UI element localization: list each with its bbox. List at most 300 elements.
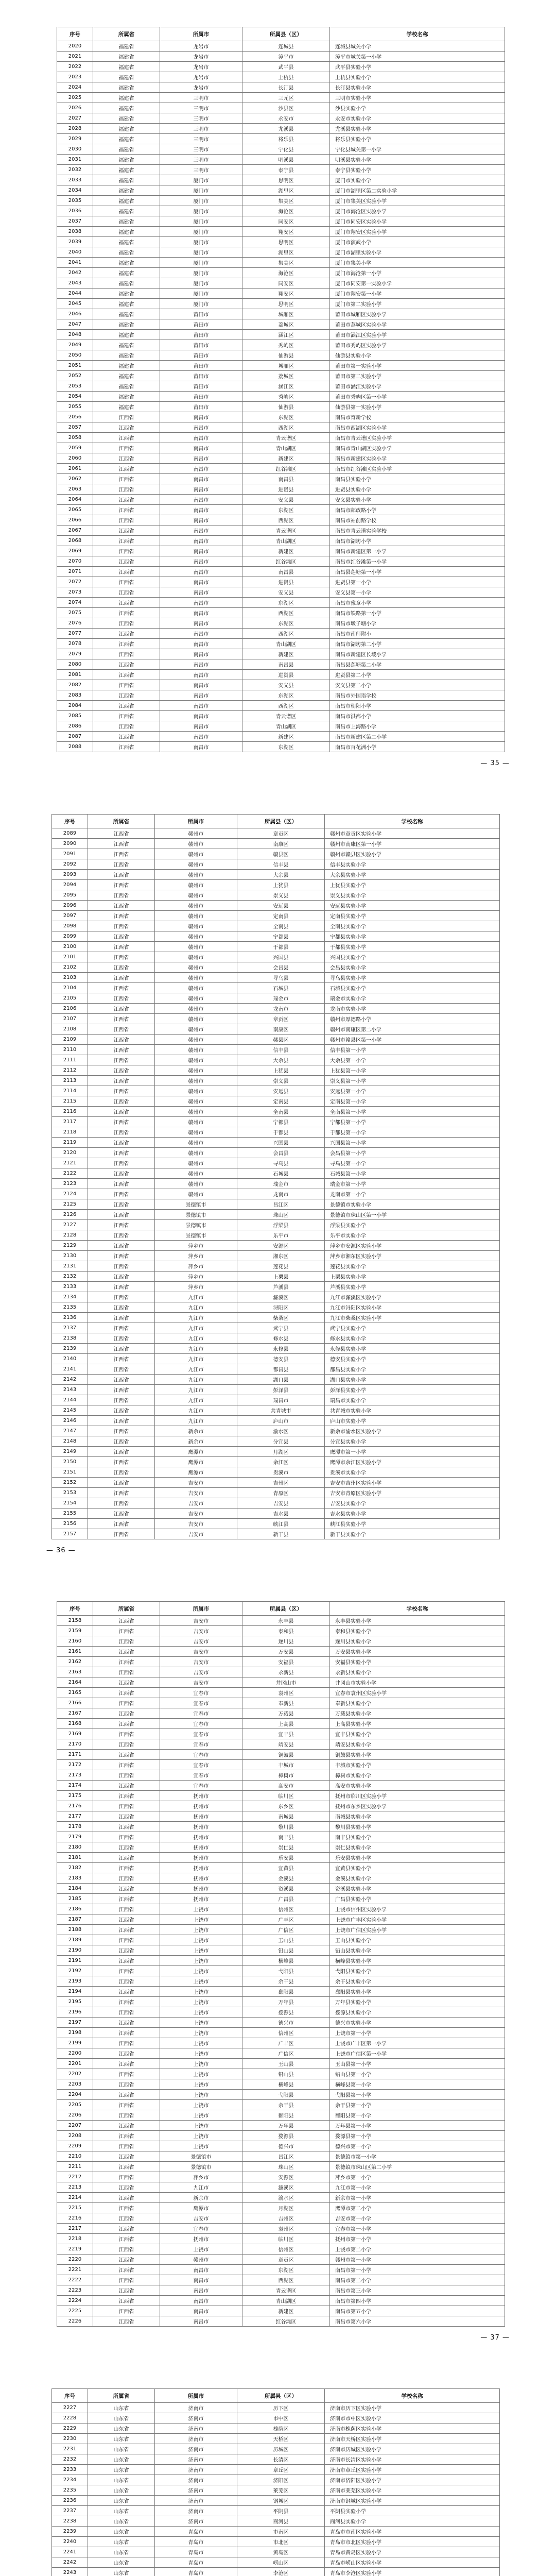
- school-name-cell: 靖安县实验小学: [330, 1739, 505, 1750]
- table-row: [57, 618, 505, 629]
- table-row: [52, 1065, 500, 1076]
- city-cell: 南昌市: [160, 567, 242, 577]
- seq-cell: 2093: [52, 870, 88, 880]
- table-row: [57, 268, 505, 278]
- school-name-cell: 崇义县第一小学: [325, 1076, 500, 1086]
- school-name-cell: 南昌市青云谱区实验小学: [330, 433, 505, 443]
- table-row: [52, 1220, 500, 1230]
- table-row: [52, 1416, 500, 1426]
- school-name-cell: 铜鼓县实验小学: [330, 1750, 505, 1760]
- county-cell: 城厢区: [242, 309, 330, 319]
- city-cell: 吉安市: [160, 1636, 242, 1647]
- seq-cell: 2073: [57, 587, 93, 598]
- table-row: [57, 1616, 505, 1626]
- county-cell: 商河县: [237, 2516, 325, 2527]
- county-cell: 铅山县: [242, 1945, 330, 1956]
- county-cell: 长汀县: [242, 82, 330, 93]
- city-cell: 上饶市: [160, 2141, 242, 2151]
- school-name-cell: 南昌市站前路学校: [330, 515, 505, 526]
- school-name-cell: 连城县城关小学: [330, 41, 505, 52]
- province-cell: 江西省: [93, 2172, 160, 2182]
- table-row: [52, 1344, 500, 1354]
- seq-cell: 2129: [52, 1241, 88, 1251]
- seq-cell: 2118: [52, 1127, 88, 1138]
- seq-cell: 2134: [52, 1292, 88, 1302]
- seq-cell: 2138: [52, 1333, 88, 1344]
- county-cell: 莱芜区: [237, 2485, 325, 2496]
- seq-cell: 2191: [57, 1956, 93, 1966]
- school-name-cell: 石城县实验小学: [325, 983, 500, 993]
- province-cell: 福建省: [93, 82, 160, 93]
- province-cell: 福建省: [93, 237, 160, 247]
- county-cell: 钢城区: [237, 2496, 325, 2506]
- seq-cell: 2225: [57, 2306, 93, 2316]
- school-name-cell: 三明市实验小学: [330, 93, 505, 103]
- school-list-table: [51, 814, 500, 1539]
- seq-cell: 2216: [57, 2213, 93, 2224]
- table-row: [52, 849, 500, 859]
- table-row: [57, 1791, 505, 1801]
- school-name-cell: 南昌市墩子塘小学: [330, 618, 505, 629]
- county-cell: 会昌县: [237, 962, 325, 973]
- city-cell: 青岛市: [155, 2537, 237, 2547]
- county-cell: 峡江县: [237, 1519, 325, 1529]
- school-name-cell: 瑞金市实验小学: [325, 993, 500, 1004]
- county-cell: 宁化县: [242, 144, 330, 155]
- school-name-cell: 永丰县实验小学: [330, 1616, 505, 1626]
- school-name-cell: 会昌县实验小学: [325, 962, 500, 973]
- province-cell: 江西省: [88, 1488, 155, 1498]
- province-cell: 江西省: [93, 422, 160, 433]
- table-row: [52, 1364, 500, 1375]
- table-row: [52, 828, 500, 839]
- province-cell: 江西省: [88, 1065, 155, 1076]
- table-row: [52, 1498, 500, 1509]
- city-cell: 上饶市: [160, 2244, 242, 2255]
- table-row: [57, 52, 505, 62]
- province-cell: 江西省: [93, 618, 160, 629]
- seq-cell: 2096: [52, 901, 88, 911]
- province-cell: 江西省: [93, 1832, 160, 1842]
- table-row: [52, 901, 500, 911]
- county-cell: 渝水区: [242, 2193, 330, 2203]
- school-name-cell: 鄱阳县第一小学: [330, 2110, 505, 2121]
- school-name-cell: 青岛市市北区实验小学: [325, 2537, 500, 2547]
- table-row: [57, 1832, 505, 1842]
- table-row: [57, 701, 505, 711]
- province-cell: 福建省: [93, 52, 160, 62]
- city-cell: 赣州市: [155, 880, 237, 890]
- city-cell: 上饶市: [160, 1925, 242, 1935]
- school-name-cell: 寻乌县实验小学: [325, 973, 500, 983]
- table-row: [57, 1770, 505, 1781]
- city-cell: 厦门市: [160, 289, 242, 299]
- city-cell: 赣州市: [155, 1168, 237, 1179]
- county-cell: 青云谱区: [242, 433, 330, 443]
- table-row: [57, 2079, 505, 2090]
- seq-cell: 2219: [57, 2244, 93, 2255]
- school-list-table-wrapper: [51, 2388, 499, 2576]
- school-name-cell: 莆田市城厢区实验小学: [330, 309, 505, 319]
- county-cell: 东乡区: [242, 1801, 330, 1811]
- school-name-cell: 南昌市西湖区实验小学: [330, 422, 505, 433]
- city-cell: 新余市: [155, 1436, 237, 1447]
- school-name-cell: 吉安市第一小学: [330, 2213, 505, 2224]
- seq-cell: 2158: [57, 1616, 93, 1626]
- table-row: [52, 1251, 500, 1261]
- county-cell: 宁都县: [237, 931, 325, 942]
- seq-header: 序号: [57, 27, 93, 41]
- province-cell: 江西省: [93, 2141, 160, 2151]
- school-name-cell: 南昌市新建区长堎小学: [330, 649, 505, 659]
- seq-cell: 2172: [57, 1760, 93, 1770]
- seq-cell: 2171: [57, 1750, 93, 1760]
- school-name-cell: 赣州市章贡区实验小学: [325, 828, 500, 839]
- city-cell: 赣州市: [155, 870, 237, 880]
- school-name-cell: 上饶市广丰区第一小学: [330, 2038, 505, 2048]
- city-cell: 萍乡市: [155, 1241, 237, 1251]
- city-cell: 鹰潭市: [160, 2203, 242, 2213]
- city-cell: 南昌市: [160, 639, 242, 649]
- school-name-cell: 崇仁县实验小学: [330, 1842, 505, 1853]
- province-cell: 江西省: [93, 690, 160, 701]
- province-cell: 江西省: [93, 1677, 160, 1688]
- table-row: [57, 577, 505, 587]
- county-cell: 长清区: [237, 2454, 325, 2465]
- table-row: [52, 1096, 500, 1107]
- province-cell: 江西省: [93, 2306, 160, 2316]
- seq-cell: 2164: [57, 1677, 93, 1688]
- school-name-cell: 弋阳县第一小学: [330, 2090, 505, 2100]
- seq-cell: 2083: [57, 690, 93, 701]
- seq-cell: 2152: [52, 1478, 88, 1488]
- seq-cell: 2059: [57, 443, 93, 453]
- school-name-cell: 德安县实验小学: [325, 1354, 500, 1364]
- seq-cell: 2121: [52, 1158, 88, 1168]
- school-name-cell: 鹰潭市第二小学: [330, 2203, 505, 2213]
- school-name-cell: 庐山市实验小学: [325, 1416, 500, 1426]
- city-cell: 赣州市: [155, 828, 237, 839]
- county-cell: 铜鼓县: [242, 1750, 330, 1760]
- city-cell: 九江市: [160, 2182, 242, 2193]
- table-row: [52, 1199, 500, 1210]
- county-cell: 泰和县: [242, 1626, 330, 1636]
- province-cell: 山东省: [88, 2485, 155, 2496]
- city-cell: 青岛市: [155, 2527, 237, 2537]
- table-row: [57, 1719, 505, 1729]
- school-name-cell: 都昌县实验小学: [325, 1364, 500, 1375]
- seq-cell: 2048: [57, 330, 93, 340]
- seq-cell: 2163: [57, 1667, 93, 1677]
- province-cell: 江西省: [93, 1770, 160, 1781]
- county-cell: 高安市: [242, 1781, 330, 1791]
- city-header: 所属市: [155, 815, 237, 828]
- school-name-cell: 大余县第一小学: [325, 1055, 500, 1065]
- province-cell: 江西省: [93, 1647, 160, 1657]
- city-cell: 济南市: [155, 2424, 237, 2434]
- city-cell: 宜春市: [160, 1698, 242, 1708]
- county-cell: 安福县: [242, 1657, 330, 1667]
- province-cell: 福建省: [93, 299, 160, 309]
- city-cell: 上饶市: [160, 2048, 242, 2059]
- school-name-cell: 厦门市海沧第一小学: [330, 268, 505, 278]
- province-cell: 江西省: [93, 1791, 160, 1801]
- table-row: [52, 1457, 500, 1467]
- school-name-cell: 南昌市南师附小: [330, 629, 505, 639]
- school-name-cell: 瑞金市第一小学: [325, 1179, 500, 1189]
- county-cell: 龙南市: [237, 1004, 325, 1014]
- table-row: [52, 1519, 500, 1529]
- province-cell: 山东省: [88, 2537, 155, 2547]
- school-name-cell: 高安市实验小学: [330, 1781, 505, 1791]
- seq-cell: 2236: [52, 2496, 88, 2506]
- table-row: [52, 890, 500, 901]
- school-name-cell: 九江市柴桑区实验小学: [325, 1313, 500, 1323]
- city-cell: 赣州市: [155, 983, 237, 993]
- seq-cell: 2021: [57, 52, 93, 62]
- seq-cell: 2066: [57, 515, 93, 526]
- province-cell: 江西省: [88, 849, 155, 859]
- province-cell: 江西省: [93, 1698, 160, 1708]
- county-cell: 历城区: [237, 2444, 325, 2454]
- city-cell: 莆田市: [160, 330, 242, 340]
- seq-cell: 2185: [57, 1894, 93, 1904]
- county-cell: 宜黄县: [242, 1863, 330, 1873]
- province-cell: 江西省: [93, 2121, 160, 2131]
- county-cell: 新建区: [242, 453, 330, 464]
- school-name-cell: 万年县第一小学: [330, 2121, 505, 2131]
- county-header: 所属县（区）: [242, 1602, 330, 1616]
- county-cell: 铅山县: [242, 2069, 330, 2079]
- page-number: — 37 —: [480, 2334, 510, 2342]
- province-cell: 江西省: [93, 587, 160, 598]
- city-cell: 南昌市: [160, 742, 242, 752]
- school-name-cell: 济南市章丘区实验小学: [325, 2465, 500, 2475]
- table-row: [57, 2316, 505, 2327]
- seq-cell: 2155: [52, 1509, 88, 1519]
- county-cell: 遂川县: [242, 1636, 330, 1647]
- county-cell: 分宜县: [237, 1436, 325, 1447]
- city-cell: 景德镇市: [155, 1210, 237, 1220]
- county-cell: 市北区: [237, 2537, 325, 2547]
- province-header: 所属省: [93, 27, 160, 41]
- table-row: [57, 2296, 505, 2306]
- county-cell: 袁州区: [242, 2224, 330, 2234]
- province-cell: 江西省: [93, 2110, 160, 2121]
- table-row: [52, 1529, 500, 1539]
- school-name-cell: 莆田市第二实验小学: [330, 371, 505, 381]
- table-row: [57, 237, 505, 247]
- city-cell: 济南市: [155, 2413, 237, 2424]
- county-cell: 婺源县: [242, 2131, 330, 2141]
- city-cell: 南昌市: [160, 598, 242, 608]
- county-cell: 仙游县: [242, 402, 330, 412]
- province-cell: 福建省: [93, 309, 160, 319]
- seq-cell: 2076: [57, 618, 93, 629]
- city-cell: 上饶市: [160, 2100, 242, 2110]
- city-cell: 济南市: [155, 2465, 237, 2475]
- county-cell: 广昌县: [242, 1894, 330, 1904]
- table-row: [52, 1024, 500, 1035]
- table-row: [57, 216, 505, 227]
- table-row: [52, 1179, 500, 1189]
- province-cell: 江西省: [88, 1344, 155, 1354]
- province-cell: 江西省: [88, 1179, 155, 1189]
- seq-cell: 2238: [52, 2516, 88, 2527]
- city-cell: 三明市: [160, 103, 242, 113]
- county-cell: 婺源县: [242, 2007, 330, 2018]
- school-name-cell: 济南市济阳区实验小学: [325, 2475, 500, 2485]
- county-cell: 濂溪区: [242, 2182, 330, 2193]
- province-cell: 福建省: [93, 206, 160, 216]
- seq-cell: 2232: [52, 2454, 88, 2465]
- seq-cell: 2213: [57, 2182, 93, 2193]
- province-cell: 福建省: [93, 134, 160, 144]
- province-cell: 江西省: [88, 1354, 155, 1364]
- table-row: [57, 1873, 505, 1884]
- province-header: 所属省: [93, 1602, 160, 1616]
- city-cell: 南昌市: [160, 2265, 242, 2275]
- seq-cell: 2237: [52, 2506, 88, 2516]
- province-cell: 江西省: [93, 2131, 160, 2141]
- city-cell: 青岛市: [155, 2547, 237, 2557]
- table-row: [57, 2059, 505, 2069]
- city-cell: 南昌市: [160, 608, 242, 618]
- table-row: [52, 1478, 500, 1488]
- table-row: [57, 1904, 505, 1914]
- school-name-cell: 济南市长清区实验小学: [325, 2454, 500, 2465]
- seq-cell: 2074: [57, 598, 93, 608]
- city-cell: 吉安市: [155, 1519, 237, 1529]
- school-name-cell: 尤溪县实验小学: [330, 124, 505, 134]
- county-cell: 青云谱区: [242, 526, 330, 536]
- seq-cell: 2082: [57, 680, 93, 690]
- school-name-cell: 厦门市翔安第一小学: [330, 289, 505, 299]
- province-cell: 江西省: [93, 1914, 160, 1925]
- table-row: [57, 2203, 505, 2213]
- province-cell: 江西省: [93, 2244, 160, 2255]
- table-row: [57, 2255, 505, 2265]
- county-cell: 信丰县: [237, 1045, 325, 1055]
- school-name-cell: 广昌县实验小学: [330, 1894, 505, 1904]
- school-name-cell: 南昌市红谷滩第一小学: [330, 556, 505, 567]
- seq-cell: 2181: [57, 1853, 93, 1863]
- province-cell: 江西省: [93, 608, 160, 618]
- province-header: 所属省: [88, 815, 155, 828]
- city-cell: 赣州市: [155, 1045, 237, 1055]
- seq-cell: 2144: [52, 1395, 88, 1405]
- school-name-cell: 厦门市集美区实验小学: [330, 196, 505, 206]
- province-cell: 江西省: [93, 515, 160, 526]
- school-name-cell: 厦门市翔安区实验小学: [330, 227, 505, 237]
- school-name-cell: 浮梁县实验小学: [325, 1220, 500, 1230]
- city-cell: 抚州市: [160, 1842, 242, 1853]
- city-cell: 宜春市: [160, 1750, 242, 1760]
- school-name-cell: 仙游县第一实验小学: [330, 402, 505, 412]
- school-name-cell: 乐安县实验小学: [330, 1853, 505, 1863]
- province-cell: 江西省: [93, 2151, 160, 2162]
- table-row: [57, 1750, 505, 1760]
- province-cell: 江西省: [93, 2275, 160, 2285]
- county-cell: 西湖区: [242, 2275, 330, 2285]
- table-row: [57, 144, 505, 155]
- province-cell: 江西省: [93, 2100, 160, 2110]
- city-cell: 抚州市: [160, 1822, 242, 1832]
- city-cell: 赣州市: [155, 931, 237, 942]
- table-row: [57, 433, 505, 443]
- table-row: [57, 598, 505, 608]
- city-cell: 九江市: [155, 1385, 237, 1395]
- seq-cell: 2224: [57, 2296, 93, 2306]
- seq-cell: 2104: [52, 983, 88, 993]
- seq-cell: 2202: [57, 2069, 93, 2079]
- province-cell: 江西省: [88, 839, 155, 849]
- school-name-cell: 赣州市赣县区第一小学: [325, 1035, 500, 1045]
- seq-cell: 2149: [52, 1447, 88, 1457]
- table-row: [57, 392, 505, 402]
- table-row: [57, 2275, 505, 2285]
- county-cell: 井冈山市: [242, 1677, 330, 1688]
- city-cell: 吉安市: [160, 1647, 242, 1657]
- school-name-cell: 厦门市第二实验小学: [330, 299, 505, 309]
- table-row: [57, 402, 505, 412]
- table-row: [57, 567, 505, 577]
- province-cell: 江西省: [88, 870, 155, 880]
- seq-cell: 2217: [57, 2224, 93, 2234]
- school-name-cell: 青岛市市南区实验小学: [325, 2527, 500, 2537]
- province-cell: 江西省: [88, 1375, 155, 1385]
- city-cell: 宜春市: [160, 1760, 242, 1770]
- county-cell: 上犹县: [237, 880, 325, 890]
- county-cell: 兴国县: [237, 952, 325, 962]
- seq-cell: 2023: [57, 72, 93, 82]
- city-cell: 济南市: [155, 2485, 237, 2496]
- seq-cell: 2051: [57, 361, 93, 371]
- province-cell: 江西省: [88, 1395, 155, 1405]
- city-cell: 宜春市: [160, 2224, 242, 2234]
- city-cell: 萍乡市: [155, 1282, 237, 1292]
- province-cell: 江西省: [88, 1272, 155, 1282]
- city-cell: 赣州市: [155, 921, 237, 931]
- seq-cell: 2079: [57, 649, 93, 659]
- province-cell: 江西省: [93, 2048, 160, 2059]
- province-cell: 江西省: [88, 1457, 155, 1467]
- city-cell: 厦门市: [160, 268, 242, 278]
- seq-cell: 2022: [57, 62, 93, 72]
- seq-cell: 2218: [57, 2234, 93, 2244]
- seq-cell: 2034: [57, 185, 93, 196]
- county-cell: 乐安县: [242, 1853, 330, 1863]
- city-cell: 吉安市: [155, 1488, 237, 1498]
- county-cell: 城厢区: [242, 361, 330, 371]
- city-cell: 莆田市: [160, 361, 242, 371]
- county-cell: 会昌县: [237, 1148, 325, 1158]
- table-row: [57, 1925, 505, 1935]
- county-cell: 宜丰县: [242, 1729, 330, 1739]
- county-cell: 荔城区: [242, 319, 330, 330]
- county-cell: 德兴市: [242, 2141, 330, 2151]
- county-cell: 新干县: [237, 1529, 325, 1539]
- city-cell: 抚州市: [160, 1811, 242, 1822]
- table-row: [57, 587, 505, 598]
- table-row: [57, 350, 505, 361]
- table-row: [57, 474, 505, 484]
- seq-cell: 2110: [52, 1045, 88, 1055]
- table-row: [57, 319, 505, 330]
- county-cell: 章贡区: [242, 2255, 330, 2265]
- school-name-cell: 济南市槐荫区实验小学: [325, 2424, 500, 2434]
- province-cell: 江西省: [88, 921, 155, 931]
